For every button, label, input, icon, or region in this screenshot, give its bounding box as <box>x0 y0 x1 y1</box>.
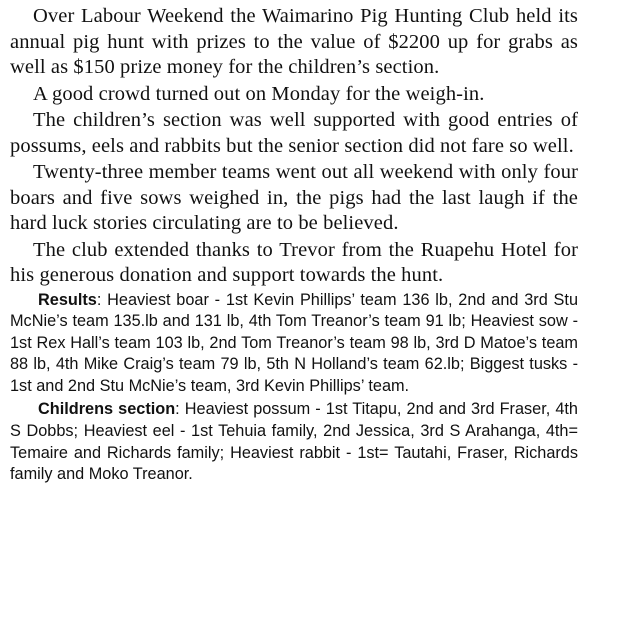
results-label: Results <box>38 290 97 309</box>
results-text: : Heaviest boar - 1st Kevin Phillips’ team 136 lb, 2nd and 3rd Stu McNie’s team 135.lb and 131 lb, 4th Tom Treanor’s team 91 lb; Heaviest sow - 1st Rex Hall’s team 103 lb, 2nd Tom Treanor’s team 98 lb, 3rd D Matoe’s team 88 lb, 4th Mike Craig’s team 79 lb, 5th N Holland’s team 62.lb; Biggest tusks - 1st and 2nd Stu McNie’s team, 3rd Kevin Phillips’ team. <box>10 290 578 395</box>
article-paragraph-childrens-section: The children’s section was well supported with good entries of possums, eels and rabbits but the senior section did not fare so well. <box>10 109 578 157</box>
childrens-section-text: : Heaviest possum - 1st Titapu, 2nd and 3rd Fraser, 4th S Dobbs; Heaviest eel - 1st Tehuia family, 2nd Jessica, 3rd S Arahanga, 4th= Temaire and Richards family; Heaviest rabbit - 1st= Tautahi, Fraser, Richards family and Moko Treanor. <box>10 400 578 484</box>
article-body <box>10 4 578 486</box>
article-paragraph-crowd: A good crowd turned out on Monday for the weigh-in. <box>33 82 485 105</box>
article-paragraph-teams: Twenty-three member teams went out all weekend with only four boars and five sows weighed in, the pigs had the last laugh if the hard luck stories circulating are to be believed. <box>10 161 578 234</box>
article-paragraph-thanks: The club extended thanks to Trevor from the Ruapehu Hotel for his generous donation and support towards the hunt. <box>10 238 578 286</box>
results-paragraph <box>10 290 578 398</box>
childrens-section-paragraph <box>10 399 578 485</box>
childrens-section-label: Childrens section <box>38 400 176 419</box>
article-paragraph-intro: Over Labour Weekend the Waimarino Pig Hunting Club held its annual pig hunt with prizes to the value of $2200 up for grabs as well as $150 prize money for the children’s section. <box>10 5 578 78</box>
